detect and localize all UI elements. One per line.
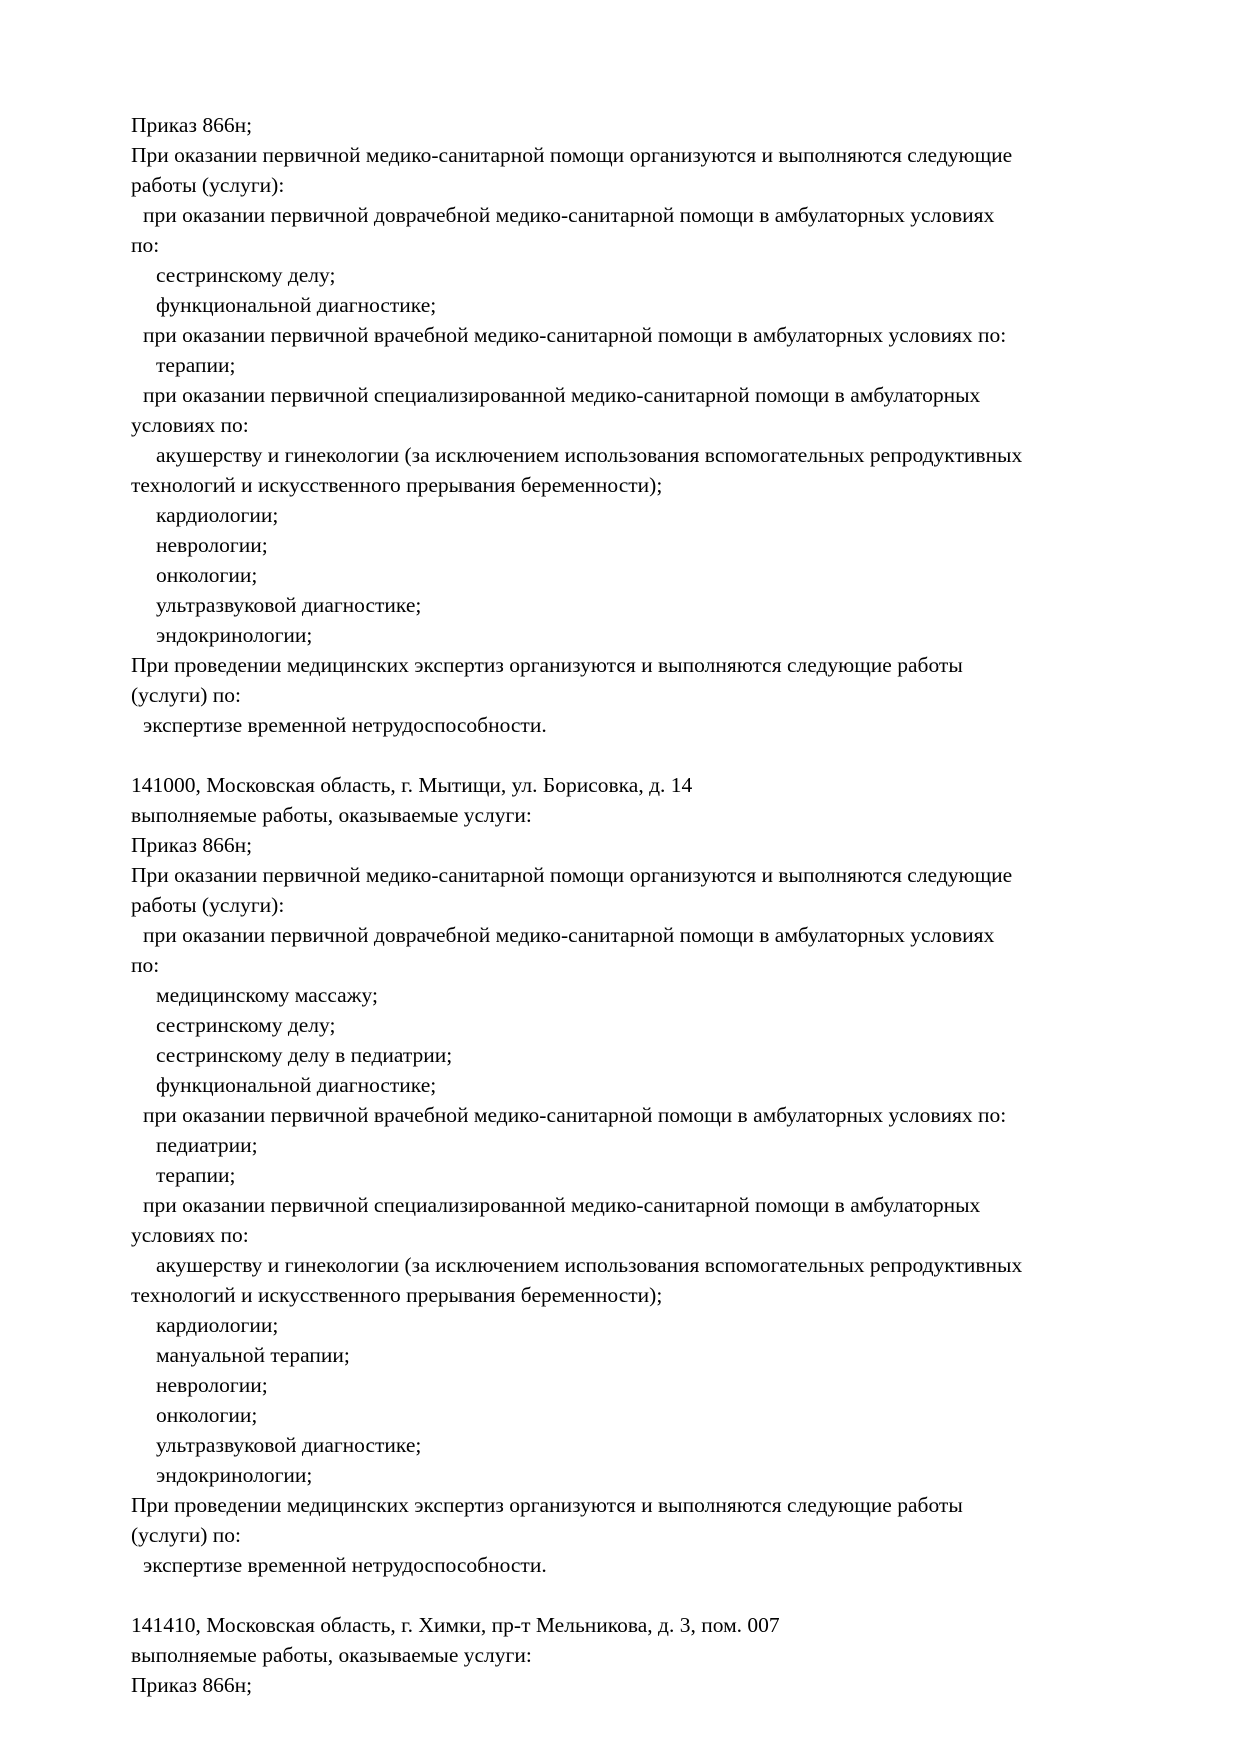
blank-line xyxy=(131,740,1191,770)
text-line: При оказании первичной медико-санитарной помощи организуются и выполняются следующие xyxy=(131,143,1013,167)
text-line: выполняемые работы, оказываемые услуги: xyxy=(131,1643,532,1667)
section-address: 141410, Московская область, г. Химки, пр-т Мельникова, д. 3, пом. 007 xyxy=(131,1613,780,1637)
service-item: функциональной диагностике; xyxy=(156,1073,437,1097)
service-category: при оказании первичной врачебной медико-санитарной помощи в амбулаторных условиях по: xyxy=(143,1103,1007,1127)
text-line: по: xyxy=(131,233,160,257)
license-section xyxy=(131,1580,1191,1700)
text-line: условиях по: xyxy=(131,413,249,437)
service-category: при оказании первичной доврачебной медико-санитарной помощи в амбулаторных условиях xyxy=(143,203,995,227)
text-line: (услуги) по: xyxy=(131,683,242,707)
license-section xyxy=(131,110,1191,740)
service-item: ультразвуковой диагностике; xyxy=(156,593,422,617)
service-category: при оказании первичной доврачебной медико-санитарной помощи в амбулаторных условиях xyxy=(143,923,995,947)
service-category: экспертизе временной нетрудоспособности. xyxy=(143,713,547,737)
service-item: функциональной диагностике; xyxy=(156,293,437,317)
text-line: При оказании первичной медико-санитарной помощи организуются и выполняются следующие xyxy=(131,863,1013,887)
service-category: при оказании первичной специализированной медико-санитарной помощи в амбулаторных xyxy=(143,383,981,407)
service-item: медицинскому массажу; xyxy=(156,983,378,1007)
service-item: онкологии; xyxy=(156,1403,258,1427)
text-line: выполняемые работы, оказываемые услуги: xyxy=(131,803,532,827)
text-line: При проведении медицинских экспертиз организуются и выполняются следующие работы xyxy=(131,653,963,677)
document-page xyxy=(131,110,1191,1700)
text-line: технологий и искусственного прерывания беременности); xyxy=(131,473,663,497)
text-line: работы (услуги): xyxy=(131,893,285,917)
text-line: Приказ 866н; xyxy=(131,833,253,857)
service-item: неврологии; xyxy=(156,533,268,557)
service-item: онкологии; xyxy=(156,563,258,587)
service-item: акушерству и гинекологии (за исключением использования вспомогательных репродуктивных xyxy=(156,1253,1023,1277)
blank-line xyxy=(131,1580,1191,1610)
service-item: мануальной терапии; xyxy=(156,1343,350,1367)
service-item: терапии; xyxy=(156,1163,236,1187)
service-item: эндокринологии; xyxy=(156,623,313,647)
text-line: При проведении медицинских экспертиз организуются и выполняются следующие работы xyxy=(131,1493,963,1517)
text-line: условиях по: xyxy=(131,1223,249,1247)
text-line: по: xyxy=(131,953,160,977)
service-category: при оказании первичной специализированной медико-санитарной помощи в амбулаторных xyxy=(143,1193,981,1217)
section-address: 141000, Московская область, г. Мытищи, ул. Борисовка, д. 14 xyxy=(131,773,693,797)
service-item: педиатрии; xyxy=(156,1133,258,1157)
service-item: терапии; xyxy=(156,353,236,377)
license-section xyxy=(131,740,1191,1580)
text-line: Приказ 866н; xyxy=(131,1673,253,1697)
service-item: сестринскому делу; xyxy=(156,263,336,287)
service-item: акушерству и гинекологии (за исключением использования вспомогательных репродуктивных xyxy=(156,443,1023,467)
text-line: технологий и искусственного прерывания беременности); xyxy=(131,1283,663,1307)
service-item: ультразвуковой диагностике; xyxy=(156,1433,422,1457)
service-item: сестринскому делу в педиатрии; xyxy=(156,1043,453,1067)
service-item: неврологии; xyxy=(156,1373,268,1397)
service-item: эндокринологии; xyxy=(156,1463,313,1487)
service-item: кардиологии; xyxy=(156,503,279,527)
text-line: Приказ 866н; xyxy=(131,113,253,137)
service-item: кардиологии; xyxy=(156,1313,279,1337)
text-line: работы (услуги): xyxy=(131,173,285,197)
service-category: при оказании первичной врачебной медико-санитарной помощи в амбулаторных условиях по: xyxy=(143,323,1007,347)
service-item: сестринскому делу; xyxy=(156,1013,336,1037)
text-line: (услуги) по: xyxy=(131,1523,242,1547)
service-category: экспертизе временной нетрудоспособности. xyxy=(143,1553,547,1577)
